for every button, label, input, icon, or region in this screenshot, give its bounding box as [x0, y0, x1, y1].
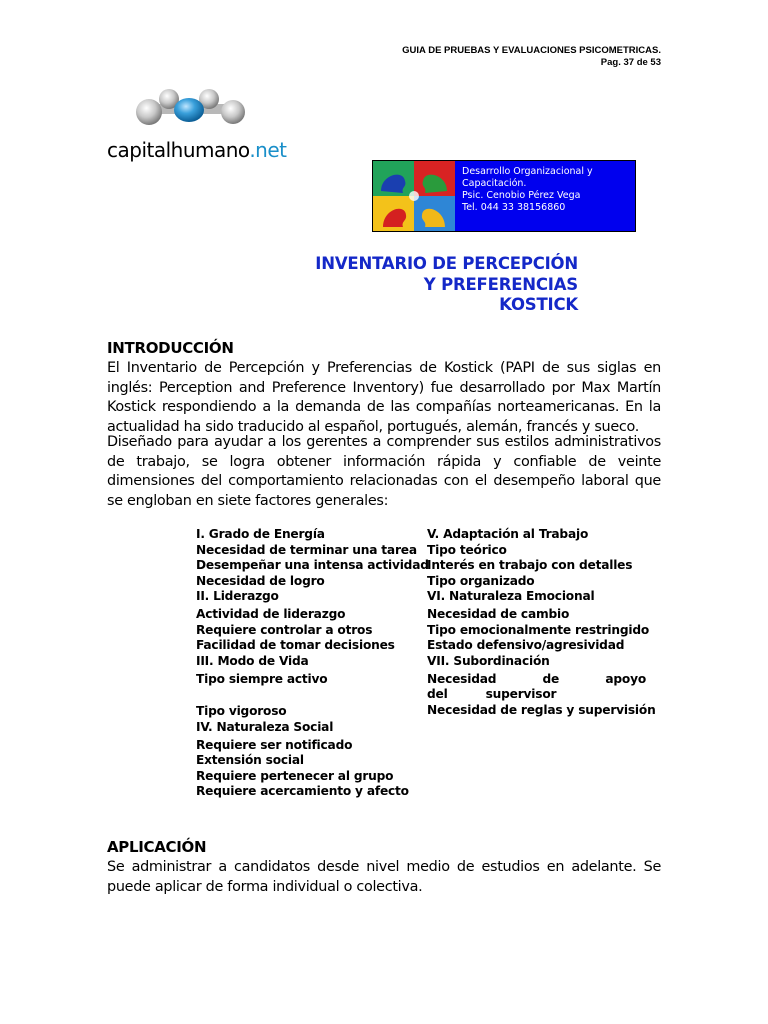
guide-title: GUIA DE PRUEBAS Y EVALUACIONES PSICOMETRICAS. [402, 45, 661, 56]
factor-heading: II. Liderazgo [196, 589, 279, 603]
document-title [315, 254, 578, 316]
factor-heading: VII. Subordinación [427, 653, 550, 668]
molecule-icon [133, 88, 258, 138]
factor-item: Tipo emocionalmente restringido [427, 622, 650, 637]
banner-text [462, 166, 593, 214]
page-number: Pag. 37 de 53 [600, 57, 661, 68]
factor-item: Tipo organizado [427, 573, 535, 588]
application-heading: APLICACIÓN [107, 838, 207, 856]
factor-item: Tipo teórico [427, 542, 507, 557]
factor-item: Necesidad de cambio [427, 607, 570, 621]
logo-text-main: capitalhumano [107, 138, 250, 162]
factor-item: Interés en trabajo con detalles [427, 558, 633, 572]
factor-item: Tipo vigoroso [196, 704, 287, 718]
factor-item: Estado defensivo/agresividad [427, 638, 625, 652]
logo-text-tld: .net [249, 138, 287, 162]
application-paragraph: Se administrar a candidatos desde nivel medio de estudios en adelante. Se puede aplicar de forma individual o colectiva. [107, 859, 661, 895]
factor-item: Necesidad de terminar una tarea [196, 542, 417, 557]
factor-item: Requiere pertenecer al grupo [196, 768, 394, 783]
factor-item [427, 672, 646, 703]
factor-heading: I. Grado de Energía [196, 527, 325, 541]
factor-item: Extensión social [196, 753, 304, 767]
factor-item: Necesidad de reglas y supervisión [427, 702, 656, 717]
factor-item-text: Necesidad de apoyo del supervisor [427, 671, 646, 701]
factor-item: Requiere acercamiento y afecto [196, 784, 409, 798]
factor-heading: IV. Naturaleza Social [196, 719, 334, 734]
factor-item: Necesidad de logro [196, 573, 325, 588]
factor-heading: V. Adaptación al Trabajo [427, 527, 589, 541]
factor-item: Requiere ser notificado [196, 737, 353, 752]
factor-item: Facilidad de tomar decisiones [196, 638, 395, 652]
factor-item: Desempeñar una intensa actividad [196, 558, 429, 572]
intro-paragraph-2: Diseñado para ayudar a los gerentes a comprender sus estilos administrativos de trabajo, se logra obtener información rápida y confiable de veinte dimensiones del comportamiento relacionadas con el desempeño laboral que se engloban en siete factores generales: [107, 434, 661, 509]
factor-heading: III. Modo de Vida [196, 653, 309, 668]
factor-item: Actividad de liderazgo [196, 607, 346, 621]
intro-paragraph-1: El Inventario de Percepción y Preferencias de Kostick (PAPI de sus siglas en inglés: Perception and Preference Inventory) fue desarrollado por Max Martín Kostick respondiendo a la demanda de las compañías norteamericanas. En la actualidad ha sido traducido al español, portugués, alemán, francés y sueco. [107, 360, 661, 435]
banner-line-3: Psic. Cenobio Pérez Vega [462, 190, 581, 201]
banner-line-4: Tel. 044 33 38156860 [462, 202, 566, 213]
banner-line-2: Capacitación. [462, 178, 527, 189]
logo-wordmark [107, 138, 287, 162]
factors-column-left [196, 527, 429, 800]
title-line-2: Y PREFERENCIAS [423, 274, 578, 294]
factor-item: Tipo siempre activo [196, 671, 328, 686]
factor-item: Requiere controlar a otros [196, 622, 373, 637]
capitalhumano-logo [107, 88, 287, 168]
page-header [402, 45, 661, 69]
title-line-1: INVENTARIO DE PERCEPCIÓN [315, 254, 578, 273]
organization-banner [372, 160, 636, 232]
intro-heading: INTRODUCCIÓN [107, 339, 234, 357]
people-heads-image [373, 161, 455, 231]
factors-column-right [427, 527, 656, 718]
title-line-3: KOSTICK [499, 295, 578, 314]
banner-line-1: Desarrollo Organizacional y [462, 166, 593, 177]
factor-heading: VI. Naturaleza Emocional [427, 589, 595, 603]
